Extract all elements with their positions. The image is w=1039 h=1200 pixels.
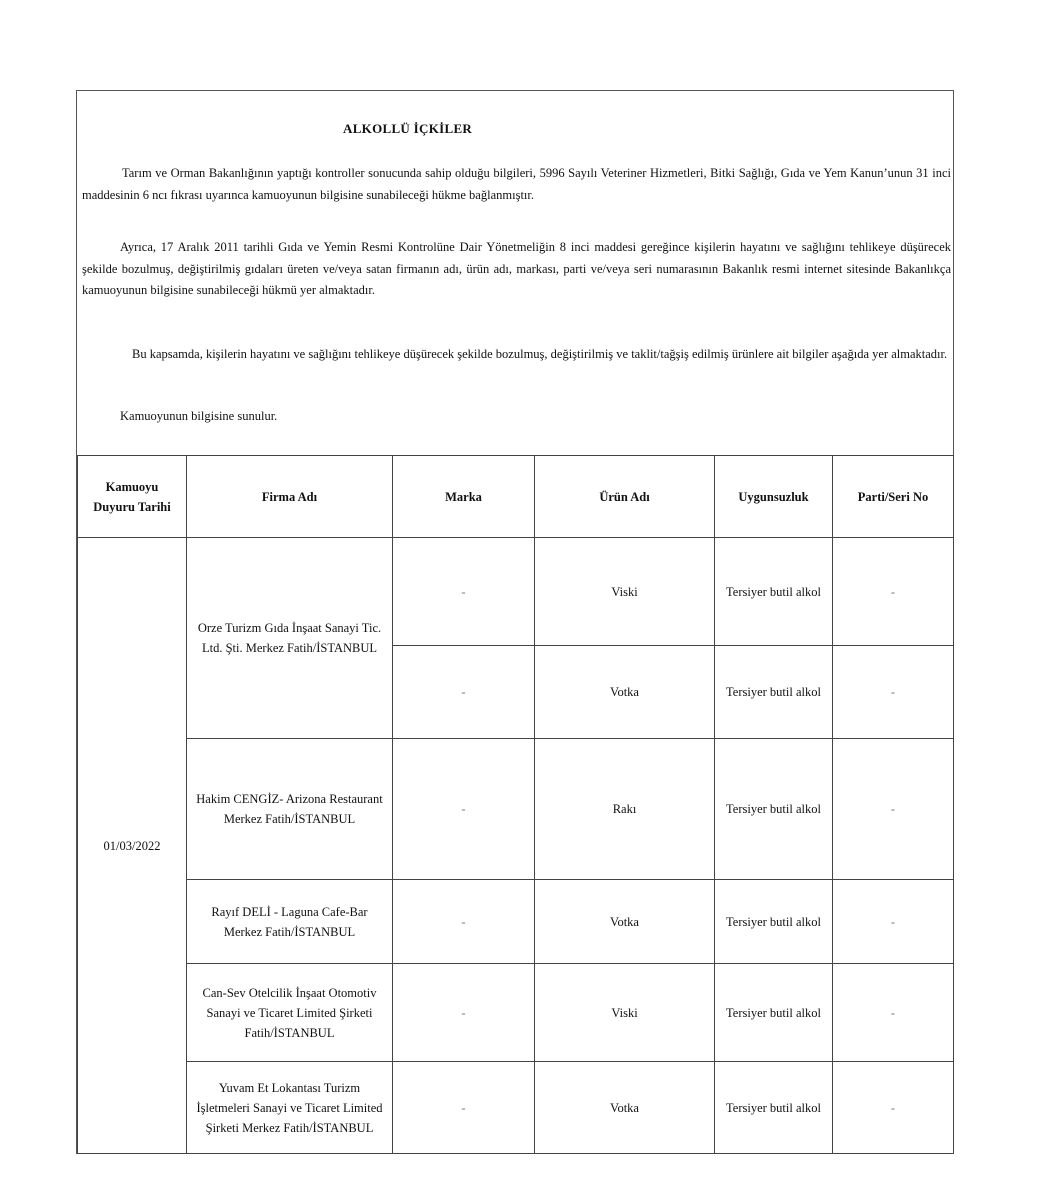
nonconformity-cell: Tersiyer butil alkol xyxy=(715,739,833,880)
batch-cell: - xyxy=(833,646,954,739)
header-batch: Parti/Seri No xyxy=(833,456,954,538)
firm-name: Hakim CENGİZ- Arizona Restaurant Merkez Fatih/İSTANBUL xyxy=(187,739,393,880)
brand-cell: - xyxy=(393,964,535,1062)
paragraph-4: Kamuoyunun bilgisine sunulur. xyxy=(120,409,278,423)
header-product: Ürün Adı xyxy=(535,456,715,538)
batch-cell: - xyxy=(833,880,954,964)
header-nonconformity: Uygunsuzluk xyxy=(715,456,833,538)
paragraph-3: Bu kapsamda, kişilerin hayatını ve sağlığını tehlikeye düşürecek şekilde bozulmuş, değiştirilmiş ve taklit/tağşiş edilmiş ürünlere ait bilgiler aşağıda yer almaktadır. xyxy=(132,347,948,361)
batch-cell: - xyxy=(833,1062,954,1154)
announcement-date: 01/03/2022 xyxy=(78,538,187,1154)
brand-cell: - xyxy=(393,739,535,880)
batch-cell: - xyxy=(833,538,954,646)
table-row xyxy=(78,739,954,880)
table-row xyxy=(78,880,954,964)
results-table xyxy=(77,455,954,1154)
document-frame xyxy=(76,90,954,1154)
header-row xyxy=(78,456,954,538)
header-brand: Marka xyxy=(393,456,535,538)
paragraph-1: Tarım ve Orman Bakanlığının yaptığı kontroller sonucunda sahip olduğu bilgileri, 5996 Sayılı Veteriner Hizmetleri, Bitki Sağlığı, Gıda ve Yem Kanun’unun 31 inci maddesinin 6 ncı fıkrası uyarınca kamuoyunun bilgisine sunabileceği hükme bağlanmıştır. xyxy=(82,166,951,202)
product-cell: Votka xyxy=(535,646,715,739)
header-firm: Firma Adı xyxy=(187,456,393,538)
table-row xyxy=(78,964,954,1062)
brand-cell: - xyxy=(393,1062,535,1154)
header-date: Kamuoyu Duyuru Tarihi xyxy=(78,456,187,538)
brand-cell: - xyxy=(393,880,535,964)
paragraph-2: Ayrıca, 17 Aralık 2011 tarihli Gıda ve Yemin Resmi Kontrolüne Dair Yönetmeliğin 8 inci maddesi gereğince kişilerin hayatını ve sağlığını tehlikeye düşürecek şekilde bozulmuş, değiştirilmiş gıdaları üreten ve/veya satan firmanın adı, ürün adı, markası, parti ve/veya seri numarasının Bakanlık resmi internet sitesinde Bakanlıkça kamuoyunun bilgisine sunabileceği hükmü yer almaktadır. xyxy=(82,240,951,297)
nonconformity-cell: Tersiyer butil alkol xyxy=(715,880,833,964)
nonconformity-cell: Tersiyer butil alkol xyxy=(715,964,833,1062)
product-cell: Viski xyxy=(535,538,715,646)
batch-cell: - xyxy=(833,739,954,880)
intro-section xyxy=(77,91,953,456)
firm-name: Can-Sev Otelcilik İnşaat Otomotiv Sanayi ve Ticaret Limited Şirketi Fatih/İSTANBUL xyxy=(187,964,393,1062)
batch-cell: - xyxy=(833,964,954,1062)
product-cell: Viski xyxy=(535,964,715,1062)
nonconformity-cell: Tersiyer butil alkol xyxy=(715,1062,833,1154)
brand-cell: - xyxy=(393,646,535,739)
product-cell: Rakı xyxy=(535,739,715,880)
table-row xyxy=(78,1062,954,1154)
nonconformity-cell: Tersiyer butil alkol xyxy=(715,646,833,739)
firm-name: Yuvam Et Lokantası Turizm İşletmeleri Sanayi ve Ticaret Limited Şirketi Merkez Fatih/İSTANBUL xyxy=(187,1062,393,1154)
brand-cell: - xyxy=(393,538,535,646)
product-cell: Votka xyxy=(535,1062,715,1154)
product-cell: Votka xyxy=(535,880,715,964)
firm-name: Rayıf DELİ - Laguna Cafe-Bar Merkez Fatih/İSTANBUL xyxy=(187,880,393,964)
firm-name: Orze Turizm Gıda İnşaat Sanayi Tic. Ltd. Şti. Merkez Fatih/İSTANBUL xyxy=(187,538,393,739)
nonconformity-cell: Tersiyer butil alkol xyxy=(715,538,833,646)
table-row xyxy=(78,538,954,646)
document-title: ALKOLLÜ İÇKİLER xyxy=(343,121,473,136)
